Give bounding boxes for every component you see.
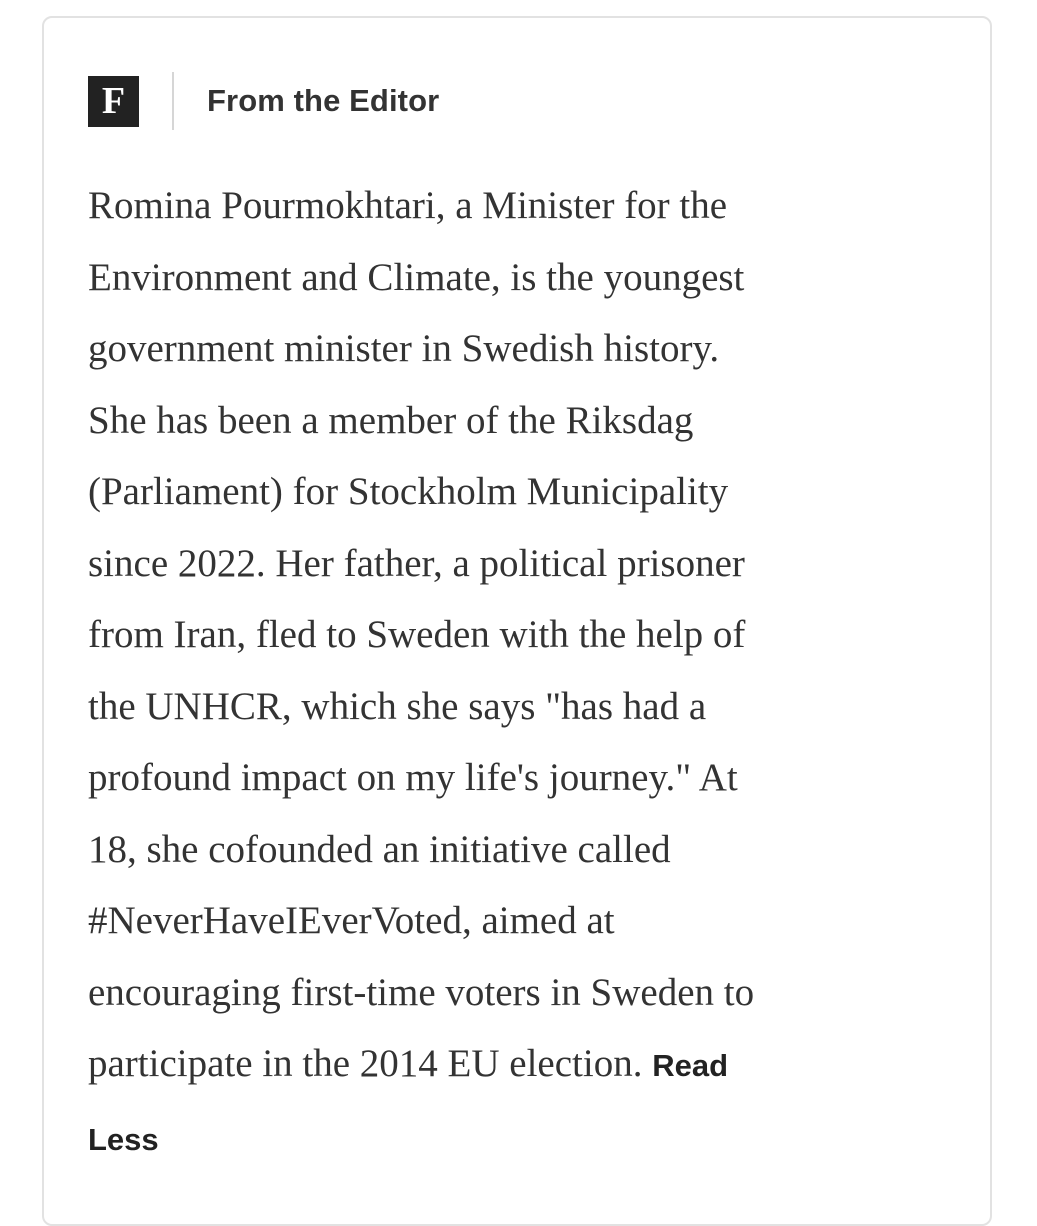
body-line: government minister in Swedish history.	[88, 327, 720, 370]
forbes-logo-icon[interactable]: F	[88, 76, 139, 127]
body-line: 18, she cofounded an initiative called	[88, 827, 671, 871]
body-line: (Parliament) for Stockholm Municipality	[88, 470, 729, 513]
editor-body-text	[88, 170, 948, 1175]
header-divider	[172, 72, 174, 130]
from-the-editor-card	[42, 16, 992, 1226]
read-less-link-part1[interactable]: Read	[652, 1048, 729, 1083]
body-line: She has been a member of the Riksdag	[88, 398, 694, 442]
section-title: From the Editor	[207, 83, 440, 118]
body-line: Romina Pourmokhtari, a Minister for the	[88, 184, 728, 227]
body-line: the UNHCR, which she says "has had a	[88, 684, 707, 728]
body-line: Environment and Climate, is the youngest	[88, 255, 745, 299]
read-less-line	[88, 1102, 948, 1176]
body-line: since 2022. Her father, a political prisoner	[88, 541, 745, 585]
body-line: #NeverHaveIEverVoted, aimed at	[88, 899, 615, 942]
read-less-link-part2[interactable]: Less	[88, 1121, 159, 1157]
body-line: profound impact on my life's journey." At	[88, 756, 738, 799]
body-line: encouraging first-time voters in Sweden to	[88, 970, 755, 1014]
editor-header	[88, 65, 439, 137]
body-line: from Iran, fled to Sweden with the help of	[88, 613, 746, 656]
body-line-last-text: participate in the 2014 EU election.	[88, 1042, 643, 1085]
body-line-last	[88, 1028, 948, 1102]
